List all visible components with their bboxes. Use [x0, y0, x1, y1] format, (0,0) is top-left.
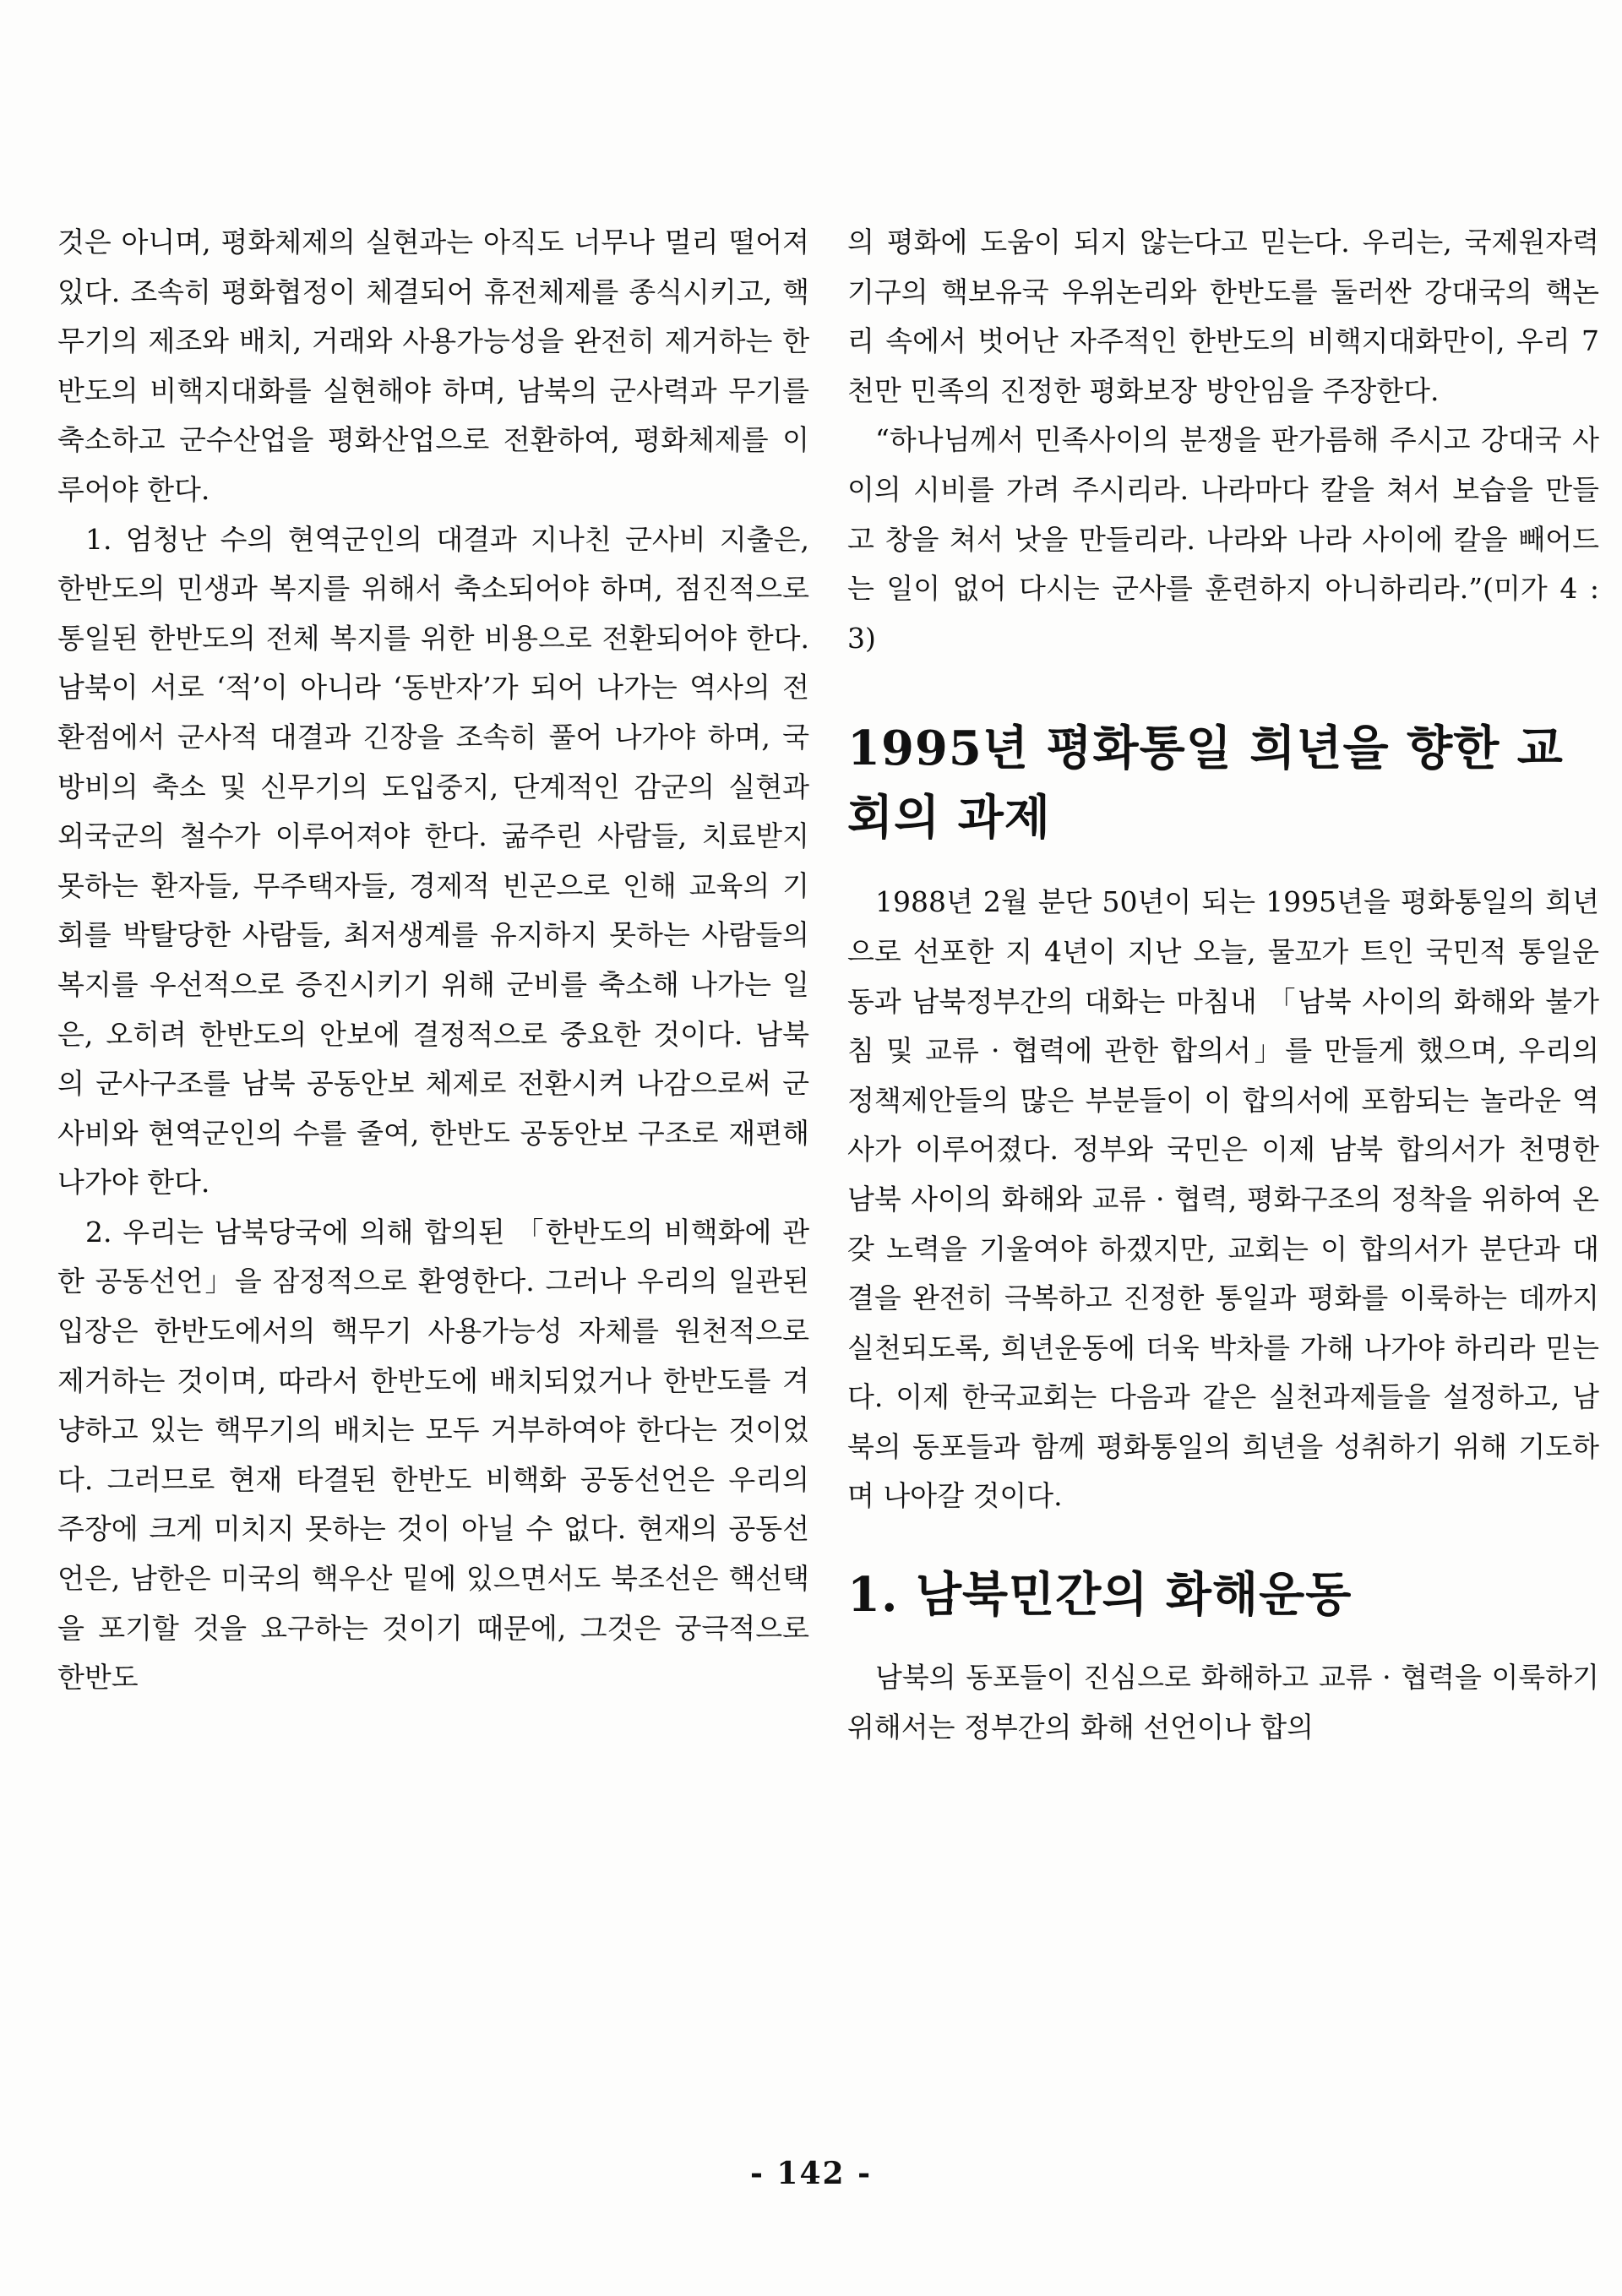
body-paragraph: 1. 엄청난 수의 현역군인의 대결과 지나친 군사비 지출은, 한반도의 민생과 복지를 위해서 축소되어야 하며, 점진적으로 통일된 한반도의 전체 복지를 위한 비용으로 전환되어야 한다. 남북이 서로 ‘적’이 아니라 ‘동반자’가 되어 나가는 역사의 전환점에서 군사적 대결과 긴장을 조속히 풀어 나가야 하며, 국방비의 축소 및 신무기의 도입중지, 단계적인 감군의 실현과 외국군의 철수가 이루어져야 한다. 굶주린 사람들, 치료받지 못하는 환자들, 무주택자들, 경제적 빈곤으로 인해 교육의 기회를 박탈당한 사람들, 최저생계를 유지하지 못하는 사람들의 복지를 우선적으로 증진시키기 위해 군비를 축소해 나가는 일은, 오히려 한반도의 안보에 결정적으로 중요한 것이다. 남북의 군사구조를 남북 공동안보 체제로 전환시켜 나감으로써 군사비와 현역군인의 수를 줄여, 한반도 공동안보 구조로 재편해 나가야 한다. [57, 522, 809, 1200]
section-heading: 1995년 평화통일 희년을 향한 교회의 과제 [847, 721, 1564, 846]
body-paragraph: 1988년 2월 분단 50년이 되는 1995년을 평화통일의 희년으로 선포한 지 4년이 지난 오늘, 물꼬가 트인 국민적 통일운동과 남북정부간의 대화는 마침내 「남북 사이의 화해와 불가침 및 교류 · 협력에 관한 합의서」를 만들게 했으며, 우리의 정책제안들의 많은 부분들이 이 합의서에 포함되는 놀라운 역사가 이루어졌다. 정부와 국민은 이제 남북 합의서가 천명한 남북 사이의 화해와 교류 · 협력, 평화구조의 정착을 위하여 온갖 노력을 기울여야 하겠지만, 교회는 이 합의서가 분단과 대결을 완전히 극복하고 진정한 통일과 평화를 이룩하는 데까지 실천되도록, 희년운동에 더욱 박차를 가해 나가야 하리라 믿는다. 이제 한국교회는 다음과 같은 실천과제들을 설정하고, 남북의 동포들과 함께 평화통일의 희년을 성취하기 위해 기도하며 나아갈 것이다. [847, 885, 1599, 1513]
scripture-quote: “하나님께서 민족사이의 분쟁을 판가름해 주시고 강대국 사이의 시비를 가려 주시리라. 나라마다 칼을 쳐서 보습을 만들고 창을 쳐서 낫을 만들리라. 나라와 나라 사이에 칼을 빼어드는 일이 없어 다시는 군사를 훈련하지 아니하리라.”(미가 4 : 3) [847, 423, 1599, 655]
body-paragraph: 의 평화에 도움이 되지 않는다고 믿는다. 우리는, 국제원자력기구의 핵보유국 우위논리와 한반도를 둘러싼 강대국의 핵논리 속에서 벗어난 자주적인 한반도의 비핵지대화만이, 우리 7천만 민족의 진정한 평화보장 방안임을 주장한다. [847, 226, 1599, 407]
left-column [57, 218, 809, 1703]
page-number: - 142 - [749, 2156, 873, 2191]
body-paragraph: 것은 아니며, 평화체제의 실현과는 아직도 너무나 멀리 떨어져 있다. 조속히 평화협정이 체결되어 휴전체제를 종식시키고, 핵무기의 제조와 배치, 거래와 사용가능성을 완전히 제거하는 한반도의 비핵지대화를 실현해야 하며, 남북의 군사력과 무기를 축소하고 군수산업을 평화산업으로 전환하여, 평화체제를 이루어야 한다. [57, 226, 809, 506]
body-paragraph: 2. 우리는 남북당국에 의해 합의된 「한반도의 비핵화에 관한 공동선언」을 잠정적으로 환영한다. 그러나 우리의 일관된 입장은 한반도에서의 핵무기 사용가능성 자체를 원천적으로 제거하는 것이며, 따라서 한반도에 배치되었거나 한반도를 겨냥하고 있는 핵무기의 배치는 모두 거부하여야 한다는 것이었다. 그러므로 현재 타결된 한반도 비핵화 공동선언은 우리의 주장에 크게 미치지 못하는 것이 아닐 수 없다. 현재의 공동선언은, 남한은 미국의 핵우산 밑에 있으면서도 북조선은 핵선택을 포기할 것을 요구하는 것이기 때문에, 그것은 궁극적으로 한반도 [57, 1215, 809, 1695]
right-column [847, 218, 1599, 1752]
body-paragraph: 남북의 동포들이 진심으로 화해하고 교류 · 협력을 이룩하기 위해서는 정부간의 화해 선언이나 합의 [847, 1661, 1599, 1744]
subsection-heading: 1. 남북민간의 화해운동 [847, 1567, 1353, 1624]
